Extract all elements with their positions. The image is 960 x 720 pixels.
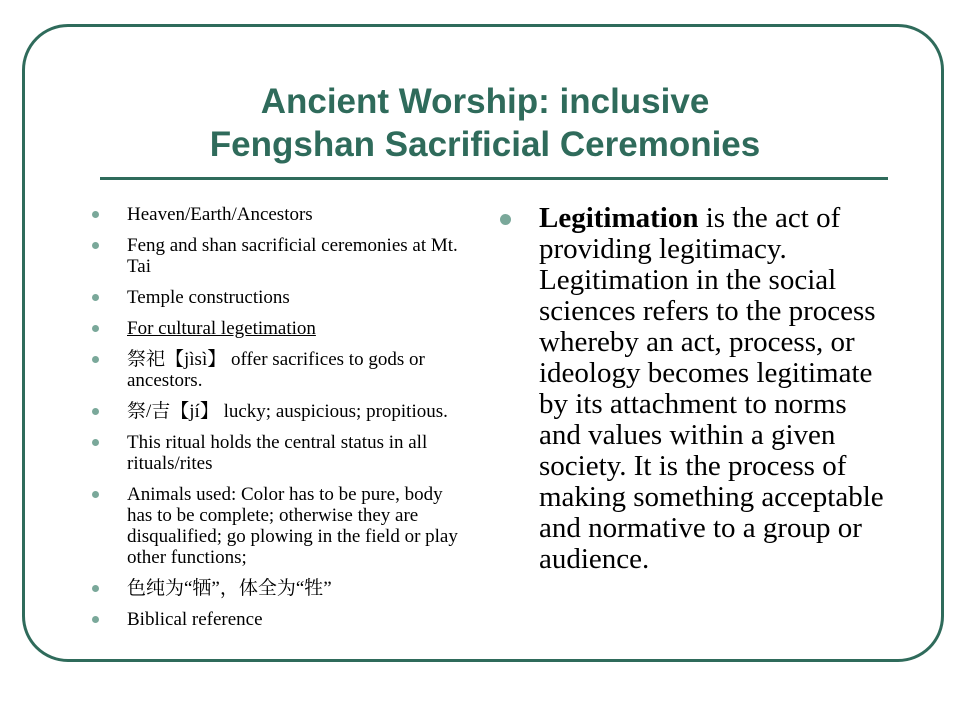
bullet-icon	[92, 294, 99, 301]
list-item	[92, 204, 462, 225]
list-item	[92, 401, 462, 422]
right-column	[500, 203, 885, 575]
list-item	[92, 609, 462, 630]
legitimation-definition	[500, 203, 885, 575]
list-item	[92, 578, 462, 599]
list-item-text: Animals used: Color has to be pure, body has to be complete; otherwise they are disqualified; go plowing in the field or play other functions;	[127, 484, 458, 568]
list-item	[92, 484, 462, 568]
title-divider	[100, 177, 888, 180]
definition-text: is the act of providing legitimacy. Legitimation in the social sciences refers to the process whereby an act, process, or ideology becomes legitimate by its attachment to norms and values within a given society. It is the process of making something acceptable and normative to a group or audience.	[539, 202, 884, 575]
bullet-icon	[92, 356, 99, 363]
list-item	[92, 318, 462, 339]
list-item	[92, 349, 462, 391]
bullet-icon	[92, 211, 99, 218]
bullet-icon	[92, 408, 99, 415]
list-item-text: Temple constructions	[127, 287, 290, 308]
list-item-text: Biblical reference	[127, 609, 263, 630]
bullet-icon	[500, 214, 511, 225]
title-line-2: Fengshan Sacrificial Ceremonies	[209, 125, 761, 164]
list-item-text: Feng and shan sacrificial ceremonies at Mt. Tai	[127, 235, 458, 277]
bullet-icon	[92, 491, 99, 498]
bullet-icon	[92, 242, 99, 249]
list-item	[92, 287, 462, 308]
list-item	[92, 432, 462, 474]
bullet-icon	[92, 585, 99, 592]
bullet-icon	[92, 325, 99, 332]
list-item-text: 色纯为“牺”，体全为“牲”	[127, 578, 332, 599]
list-item	[92, 235, 462, 277]
slide-title	[80, 80, 890, 166]
left-bullet-list	[92, 204, 462, 640]
title-line-1: Ancient Worship: inclusive	[260, 82, 710, 121]
list-item-text: 祭/吉【jí】 lucky; auspicious; propitious.	[127, 401, 448, 422]
list-item-text: 祭祀【jìsì】 offer sacrifices to gods or ancestors.	[127, 349, 425, 391]
list-item-text: This ritual holds the central status in all rituals/rites	[127, 432, 428, 474]
definition-term: Legitimation	[539, 202, 699, 234]
list-item-text: For cultural legetimation	[127, 318, 316, 339]
list-item-text: Heaven/Earth/Ancestors	[127, 204, 313, 225]
bullet-icon	[92, 439, 99, 446]
bullet-icon	[92, 616, 99, 623]
